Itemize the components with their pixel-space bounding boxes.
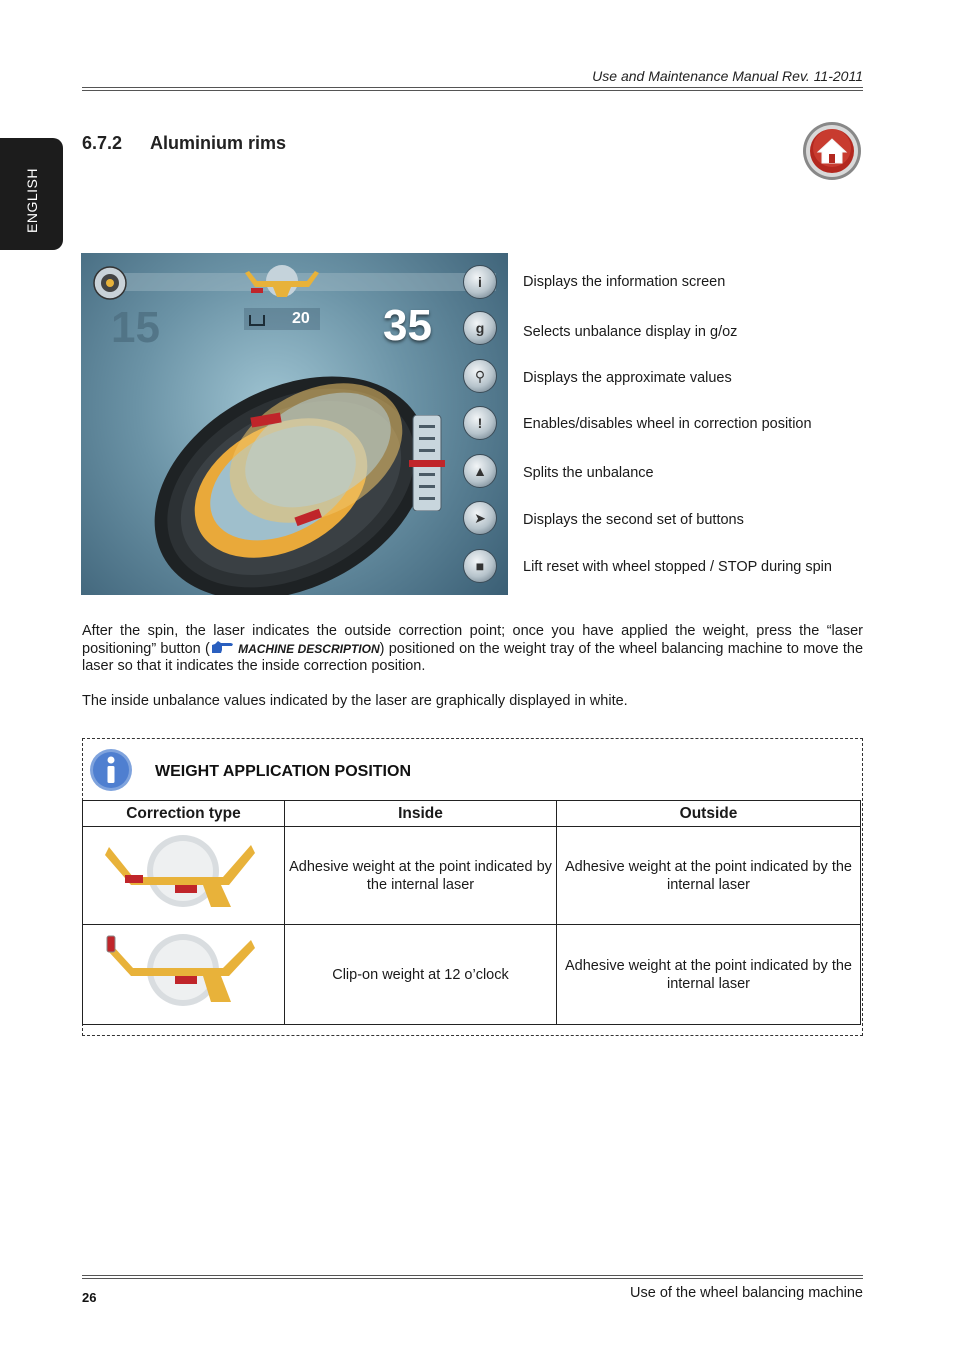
inside-unbalance-value: 15 (111, 303, 160, 352)
footer-section: Use of the wheel balancing machine (630, 1285, 863, 1301)
approx-values-button[interactable] (463, 359, 497, 393)
split-unbalance-button[interactable] (463, 454, 497, 488)
machine-description-ref[interactable]: MACHINE DESCRIPTION (238, 641, 380, 656)
manual-title: Use and Maintenance Manual Rev. 11-2011 (592, 68, 863, 84)
info-icon (89, 748, 133, 792)
inside-cell: Adhesive weight at the point indicated by the internal laser (285, 827, 557, 925)
page-number: 26 (82, 1290, 97, 1305)
mid-unbalance-value: 20 (292, 310, 310, 327)
section-title: Aluminium rims (150, 133, 287, 153)
correction-position-button[interactable] (463, 406, 497, 440)
section-number: 6.7.2 (82, 133, 123, 153)
correction-position-icon: ! (477, 415, 483, 431)
balancer-screen (81, 253, 508, 595)
clip-adhesive-rim-icon (103, 932, 265, 1012)
language-label: ENGLISH (24, 168, 40, 233)
header-rule-2 (82, 90, 863, 91)
next-set-icon: ➤ (474, 510, 486, 526)
table-row (83, 925, 861, 1025)
info-screen-button[interactable] (463, 265, 497, 299)
desc-approx: Displays the approximate values (523, 370, 732, 386)
footer-rule-2 (82, 1278, 863, 1279)
rim-profile-icon (241, 263, 323, 299)
outside-cell: Adhesive weight at the point indicated by the internal laser (557, 925, 861, 1025)
magnifier-icon: ⚲ (474, 368, 486, 384)
desc-next-set: Displays the second set of buttons (523, 512, 744, 528)
clip-weight-icon (249, 314, 265, 326)
correction-type-cell (83, 925, 285, 1025)
desc-correction: Enables/disables wheel in correction position (523, 416, 812, 432)
inside-cell: Clip-on weight at 12 o’clock (285, 925, 557, 1025)
header-correction-type: Correction type (83, 801, 285, 827)
footer-rule (82, 1275, 863, 1276)
stop-icon: ■ (475, 558, 485, 574)
header-rule (82, 87, 863, 88)
outside-unbalance-value: 35 (383, 301, 432, 350)
table-row (83, 827, 861, 925)
header-outside: Outside (557, 801, 861, 827)
info-icon: i (478, 274, 482, 290)
position-gauge (409, 415, 445, 511)
correction-type-cell (83, 827, 285, 925)
weight-position-table (82, 800, 861, 1025)
next-buttons-button[interactable] (463, 501, 497, 535)
home-icon[interactable] (802, 121, 862, 181)
white-values-paragraph: The inside unbalance values indicated by the laser are graphically displayed in white. (82, 693, 628, 709)
desc-split: Splits the unbalance (523, 465, 654, 481)
wheel-data-icon (93, 266, 127, 300)
language-tab (0, 138, 63, 250)
laser-paragraph (82, 623, 863, 676)
adhesive-adhesive-rim-icon (103, 833, 265, 913)
split-icon: ▲ (473, 463, 487, 479)
weight-position-title: WEIGHT APPLICATION POSITION (155, 763, 411, 780)
para1-text-after: ) positioned on the weight tray of the wheel balancing machine to move the laser so that it indicates the inside correction position. (82, 640, 864, 674)
hand-pointer-icon (210, 641, 234, 654)
table-header-row (83, 801, 861, 827)
header-inside: Inside (285, 801, 557, 827)
para1-text-before: After the spin, the laser indicates the outside correction point; once you have applied the weight, press the “laser positioning” button ( (82, 623, 863, 657)
stop-button[interactable] (463, 549, 497, 583)
g-oz-button[interactable] (463, 311, 497, 345)
outside-cell: Adhesive weight at the point indicated by the internal laser (557, 827, 861, 925)
desc-info: Displays the information screen (523, 274, 726, 290)
desc-stop: Lift reset with wheel stopped / STOP during spin (523, 559, 832, 575)
desc-g-oz: Selects unbalance display in g/oz (523, 324, 738, 340)
g-oz-icon: g (475, 320, 485, 336)
